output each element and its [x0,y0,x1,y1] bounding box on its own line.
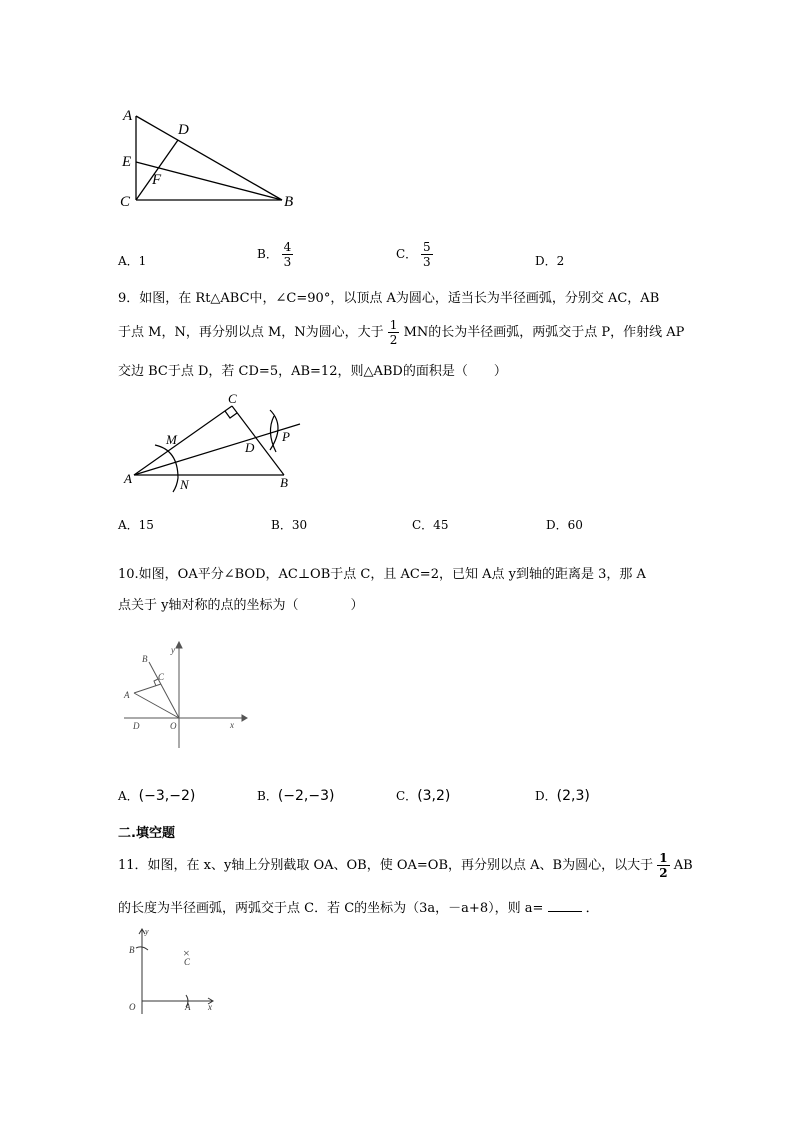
figure-q8 [112,102,312,214]
label-y: y [145,927,149,936]
label-x: x [208,1002,212,1012]
q10-line-1: 10.如图，OA平分∠BOD，AC⊥OB于点 C，且 AC=2，已知 A点 y到轴的距离是 3，那 A [118,567,646,582]
q9-option-c: C．45 [412,518,449,532]
q8-option-b-prefix: B． [257,247,278,261]
q10-option-b [257,787,334,804]
q8-option-c-prefix: C． [396,247,418,261]
q8-option-c [396,240,433,269]
label-f: F [152,172,162,188]
label-x: x [230,720,234,730]
fraction-numerator: 1 [659,851,668,865]
fraction-denominator: 2 [389,333,398,347]
q11-line-1-post: AB [673,858,693,873]
q11-line-2 [118,897,599,916]
fraction-numerator: 4 [283,240,292,254]
q9-line-2-pre: 于点 M，N，再分别以点 M，N为圆心，大于 [118,325,384,340]
q10-line-2: 点关于 y轴对称的点的坐标为（ ） [118,598,364,613]
q9-line-1: 9．如图，在 Rt△ABC中，∠C=90°，以顶点 A为圆心，适当长为半径画弧，分别交 AC，AB [118,291,660,306]
label-p: P [282,429,290,444]
answer-blank[interactable] [548,899,582,912]
label-d: D [133,721,140,731]
segment-ac [134,406,232,475]
label-c: C [158,672,165,682]
label-a: A [185,1002,191,1012]
label-m: M [166,432,177,447]
fraction-denominator: 2 [659,866,668,880]
q11-line-1-pre: 11．如图，在 x、y轴上分别截取 OA、OB，使 OA=OB，再分别以点 A、B为圆心，以大于 [118,858,654,873]
segment-cb [232,406,284,475]
q9-option-b: B．30 [271,518,308,532]
label-c: C [120,194,131,210]
q10-option-c-prefix: C． [396,789,418,803]
label-a: A [123,108,133,124]
q9-line-2 [118,318,684,347]
cross-mark: × [183,946,190,960]
q11-line-2-pre: 的长度为半径画弧，两弧交于点 C．若 C的坐标为（3a，－a+8），则 a= [118,901,544,916]
label-e: E [122,154,132,170]
q9-option-d: D．60 [546,518,583,532]
q8-option-b [257,240,293,269]
q11-line-1 [118,851,693,880]
q10-option-a-prefix: A． [118,789,139,803]
label-d: D [178,122,189,138]
q9-line-3: 交边 BC于点 D，若 CD=5，AB=12，则△ABD的面积是（ ） [118,364,507,379]
segment-cd [136,140,178,200]
q10-option-d-prefix: D． [535,789,557,803]
label-y: y [171,645,175,655]
figure-q11 [122,924,222,1016]
label-o: O [129,1002,136,1012]
label-b: B [280,475,288,490]
segment-ac [134,684,161,693]
q10-option-d-value: (2,3) [556,788,590,804]
q10-option-a-value: (−3,−2) [138,788,196,804]
fraction [282,240,294,269]
label-o: O [170,721,177,731]
arc-p-2 [270,416,276,452]
q10-option-b-value: (−2,−3) [277,788,335,804]
q10-option-d [535,787,590,804]
figure-q9 [118,388,308,494]
section-heading-fill-in: 二.填空题 [118,826,175,841]
figure-q10 [120,640,250,750]
fraction-denominator: 3 [423,255,431,269]
label-a: A [124,471,132,486]
label-c: C [228,391,237,406]
fraction [421,240,433,269]
q10-option-c [396,787,450,804]
fraction-numerator: 5 [423,240,431,254]
fraction [388,318,400,347]
label-b: B [129,945,135,955]
label-b: B [284,194,294,210]
q10-option-c-value: (3,2) [417,788,451,804]
fraction-denominator: 3 [283,255,292,269]
q10-option-a [118,787,195,804]
right-angle-mark [225,411,237,418]
q9-line-2-post: MN的长为半径画弧，两弧交于点 P，作射线 AP [403,325,685,340]
q10-option-b-prefix: B． [257,789,278,803]
x-axis-arrow [242,715,247,721]
fraction-numerator: 1 [389,318,398,332]
fraction [657,851,669,880]
label-c: C [184,957,191,967]
q9-option-a: A．15 [118,518,154,532]
label-n: N [180,477,189,492]
label-d: D [245,440,255,455]
q8-option-d: D．2 [535,254,565,268]
label-b: B [142,654,148,664]
q11-line-2-post: ． [585,901,599,916]
q8-option-a: A．1 [118,254,147,268]
label-a: A [124,690,130,700]
y-axis-arrow [176,642,182,648]
